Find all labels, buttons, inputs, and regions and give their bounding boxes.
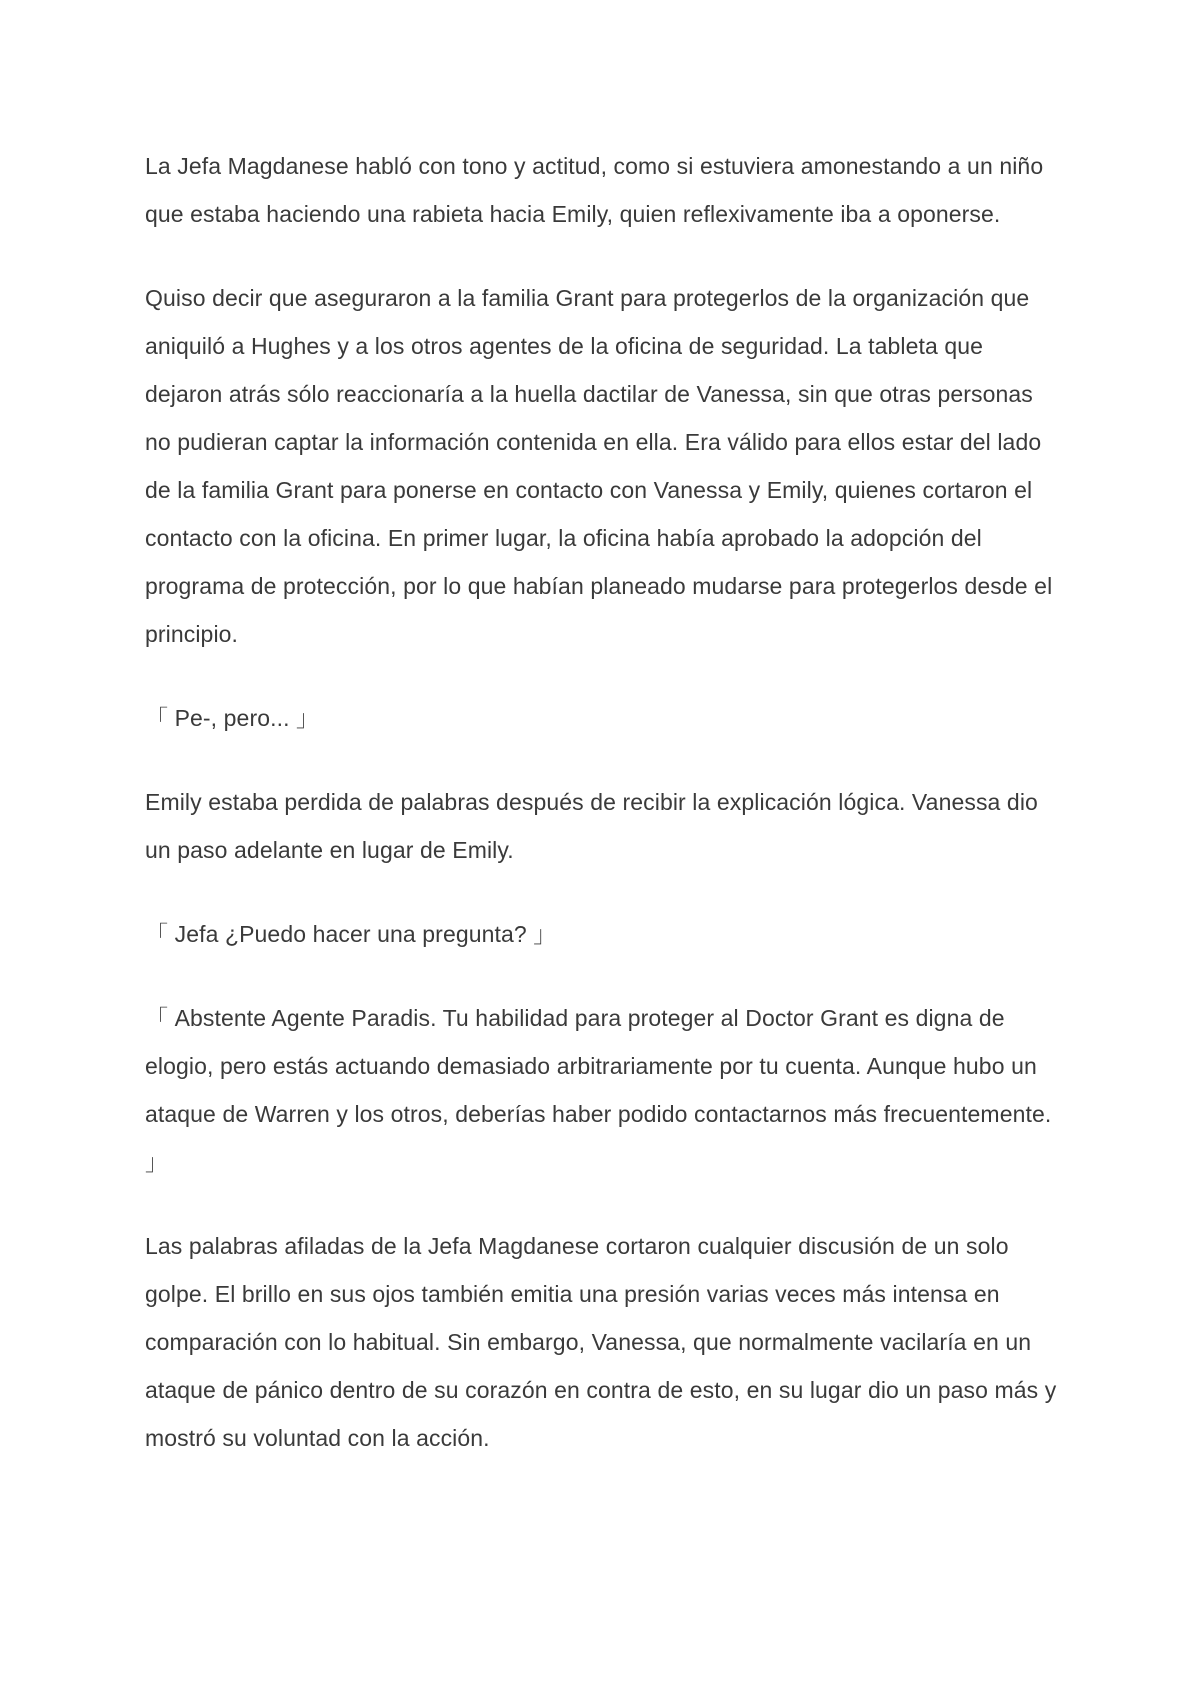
- dialogue-line-2: 「 Jefa ¿Puedo hacer una pregunta? 」: [145, 921, 557, 947]
- paragraph-4: Las palabras afiladas de la Jefa Magdanese cortaron cualquier discusión de un solo golpe. El brillo en sus ojos también emitia una presión varias veces más intensa en comparación con lo habitual. Sin embargo, Vanessa, que normalmente vacilaría en un ataque de pánico dentro de su corazón en contra de esto, en su lugar dio un paso más y mostró su voluntad con la acción.: [145, 1233, 1057, 1451]
- paragraph-1: La Jefa Magdanese habló con tono y actitud, como si estuviera amonestando a un niño que estaba haciendo una rabieta hacia Emily, quien reflexivamente iba a oponerse.: [145, 153, 1044, 227]
- dialogue-line-3: 「 Abstente Agente Paradis. Tu habilidad para proteger al Doctor Grant es digna de elogio, pero estás actuando demasiado arbitrariamente por tu cuenta. Aunque hubo un ataque de Warren y los otros, deberías haber podido contactarnos más frecuentemente. 」: [145, 1005, 1052, 1175]
- document-page: [145, 142, 1065, 1498]
- paragraph-3: Emily estaba perdida de palabras después de recibir la explicación lógica. Vanessa dio un paso adelante en lugar de Emily.: [145, 789, 1038, 863]
- dialogue-line-1: 「 Pe-, pero... 」: [145, 705, 320, 731]
- paragraph-2: Quiso decir que aseguraron a la familia Grant para protegerlos de la organización que aniquiló a Hughes y a los otros agentes de la oficina de seguridad. La tableta que dejaron atrás sólo reaccionaría a la huella dactilar de Vanessa, sin que otras personas no pudieran captar la información contenida en ella. Era válido para ellos estar del lado de la familia Grant para ponerse en contacto con Vanessa y Emily, quienes cortaron el contacto con la oficina. En primer lugar, la oficina había aprobado la adopción del programa de protección, por lo que habían planeado mudarse para protegerlos desde el principio.: [145, 285, 1053, 647]
